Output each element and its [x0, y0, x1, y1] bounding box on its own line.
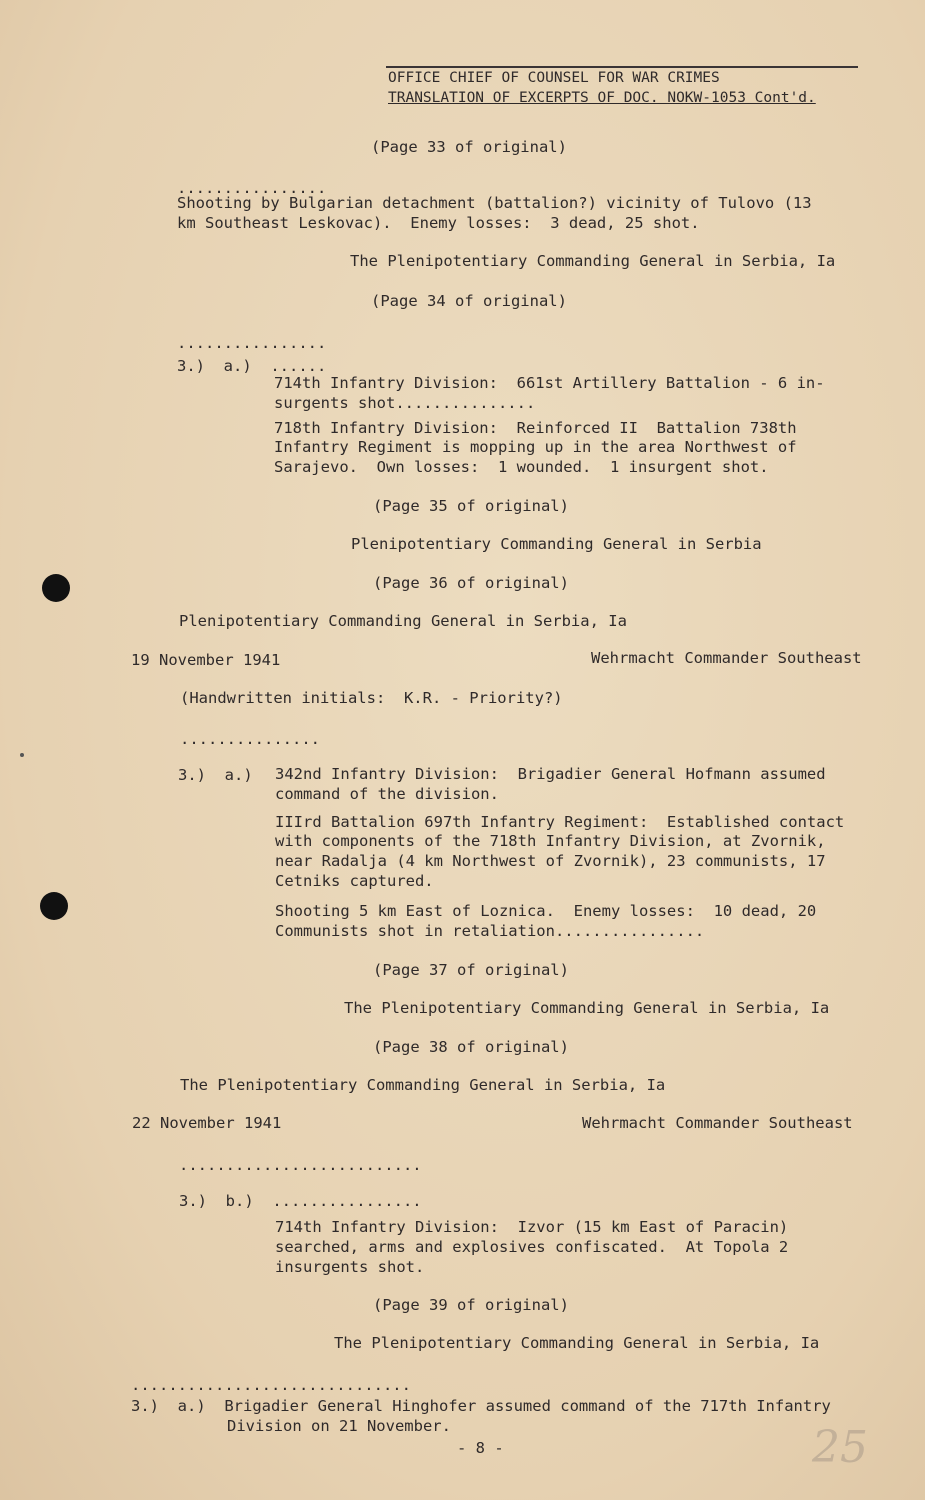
page-ref-35: (Page 35 of original): [373, 497, 569, 515]
item-number: 3.) b.) ................: [179, 1192, 422, 1210]
item-number: 3.) a.): [178, 766, 253, 784]
header-doc-line: TRANSLATION OF EXCERPTS OF DOC. NOKW-1053 Cont'd.: [388, 90, 816, 106]
entry-text: searched, arms and explosives confiscated. At Topola 2: [275, 1238, 789, 1256]
entry-text: Shooting by Bulgarian detachment (battalion?) vicinity of Tulovo (13: [177, 194, 812, 212]
signature-line: Plenipotentiary Commanding General in Serbia: [351, 535, 762, 553]
page-ref-34: (Page 34 of original): [371, 292, 567, 310]
date-line: 19 November 1941: [131, 651, 281, 669]
entry-text: Sarajevo. Own losses: 1 wounded. 1 insurgent shot.: [274, 458, 769, 476]
entry-text: IIIrd Battalion 697th Infantry Regiment: Established contact: [275, 813, 845, 831]
entry-text: surgents shot...............: [274, 394, 536, 412]
page-ref-37: (Page 37 of original): [373, 961, 569, 979]
entry-text: with components of the 718th Infantry Division, at Zvornik,: [275, 832, 826, 850]
entry-text: command of the division.: [275, 785, 499, 803]
commander-line: Wehrmacht Commander Southeast: [591, 649, 862, 667]
entry-text: Infantry Regiment is mopping up in the area Northwest of: [274, 438, 797, 456]
signature-line: The Plenipotentiary Commanding General in Serbia, Ia: [350, 252, 836, 270]
ellipsis-separator: ................: [177, 179, 327, 197]
entry-text: 3.) a.) Brigadier General Hinghofer assumed command of the 717th Infantry: [131, 1397, 831, 1415]
header-office-line: OFFICE CHIEF OF COUNSEL FOR WAR CRIMES: [388, 70, 720, 86]
ellipsis-separator: ...............: [180, 730, 320, 748]
ellipsis-separator: ..............................: [131, 1376, 411, 1394]
entry-text: Shooting 5 km East of Loznica. Enemy losses: 10 dead, 20: [275, 902, 817, 920]
speck-mark: [20, 753, 24, 757]
entry-text: Cetniks captured.: [275, 872, 434, 890]
ellipsis-separator: ................: [177, 334, 327, 352]
page-ref-38: (Page 38 of original): [373, 1038, 569, 1056]
ellipsis-separator: ..........................: [179, 1156, 422, 1174]
entry-text: 718th Infantry Division: Reinforced II Battalion 738th: [274, 419, 797, 437]
signature-line: The Plenipotentiary Commanding General in Serbia, Ia: [334, 1334, 820, 1352]
entry-text: 342nd Infantry Division: Brigadier General Hofmann assumed: [275, 765, 826, 783]
signature-line: Plenipotentiary Commanding General in Serbia, Ia: [179, 612, 627, 630]
page-ref-33: (Page 33 of original): [371, 138, 567, 156]
entry-text: 714th Infantry Division: 661st Artillery Battalion - 6 in-: [274, 374, 825, 392]
entry-text: insurgents shot.: [275, 1258, 425, 1276]
signature-line: The Plenipotentiary Commanding General in Serbia, Ia: [344, 999, 830, 1017]
page-number: - 8 -: [457, 1439, 504, 1457]
entry-text: 714th Infantry Division: Izvor (15 km East of Paracin): [275, 1218, 789, 1236]
item-number: 3.) a.) ......: [177, 357, 327, 375]
punch-hole-icon: [42, 574, 70, 602]
entry-text: Division on 21 November.: [227, 1417, 451, 1435]
handwritten-note: (Handwritten initials: K.R. - Priority?): [180, 689, 563, 707]
page-ref-39: (Page 39 of original): [373, 1296, 569, 1314]
entry-text: Communists shot in retaliation................: [275, 922, 705, 940]
page-ref-36: (Page 36 of original): [373, 574, 569, 592]
entry-text: near Radalja (4 km Northwest of Zvornik), 23 communists, 17: [275, 852, 826, 870]
date-line: 22 November 1941: [132, 1114, 282, 1132]
entry-text: km Southeast Leskovac). Enemy losses: 3 dead, 25 shot.: [177, 214, 700, 232]
commander-line: Wehrmacht Commander Southeast: [582, 1114, 853, 1132]
punch-hole-icon: [40, 892, 68, 920]
pencil-corner-mark: 25: [812, 1422, 868, 1473]
signature-line: The Plenipotentiary Commanding General in Serbia, Ia: [180, 1076, 666, 1094]
